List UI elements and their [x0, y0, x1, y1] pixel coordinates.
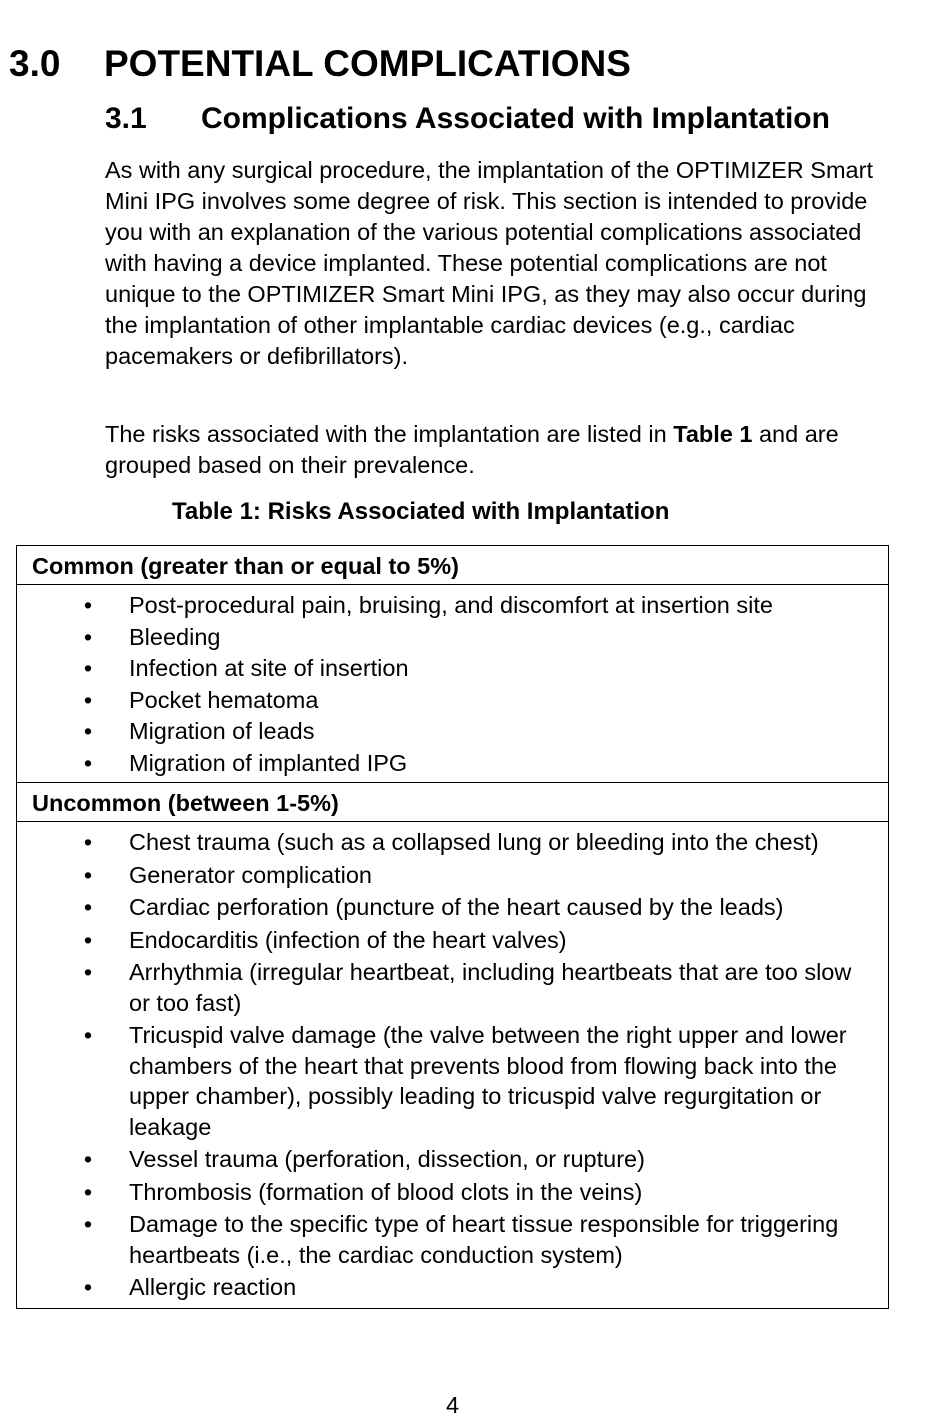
list-item: [17, 653, 888, 685]
bullet-icon: •: [83, 592, 93, 618]
list-item: [17, 748, 888, 780]
section-heading: [9, 40, 631, 88]
risk-text: Infection at site of insertion: [129, 655, 409, 681]
category-heading-uncommon: Uncommon (between 1-5%): [17, 783, 889, 822]
table-caption: Table 1: Risks Associated with Implantation: [172, 498, 670, 525]
risk-text: Generator complication: [129, 861, 372, 888]
risk-text: Migration of leads: [129, 718, 315, 744]
subsection-number: 3.1: [105, 102, 147, 135]
risk-text: Pocket hematoma: [129, 686, 319, 713]
bullet-icon: •: [83, 749, 93, 776]
paragraph-text-before: The risks associated with the implantation are listed in: [105, 421, 674, 447]
risk-text: Vessel trauma (perforation, dissection, or rupture): [129, 1146, 645, 1172]
list-item: [17, 716, 888, 748]
bullet-icon: •: [83, 1178, 93, 1205]
bullet-icon: •: [83, 894, 93, 920]
bullet-icon: •: [83, 1146, 93, 1172]
bullet-icon: •: [83, 1211, 93, 1237]
table-row: [17, 546, 889, 585]
bullet-icon: •: [83, 926, 93, 953]
bullet-icon: •: [83, 861, 93, 888]
bullet-icon: •: [83, 623, 93, 650]
table-reference: Table 1: [673, 421, 753, 447]
category-heading-common: Common (greater than or equal to 5%): [17, 546, 889, 585]
list-item: [17, 590, 888, 622]
table-row: [17, 585, 889, 783]
bullet-icon: •: [83, 686, 93, 713]
list-item: [17, 1144, 888, 1175]
common-risk-list: [17, 590, 888, 779]
risk-text: Migration of implanted IPG: [129, 749, 408, 776]
list-item: [17, 827, 888, 858]
table-row: [17, 822, 889, 1309]
bullet-icon: •: [83, 718, 93, 744]
intro-paragraph: As with any surgical procedure, the implantation of the OPTIMIZER Smart Mini IPG involves some degree of risk. This section is intended to provide you with an explanation of the various potential complications associated with having a device implanted. These potential complications are not unique to the OPTIMIZER Smart Mini IPG, as they may also occur during the implantation of other implantable cardiac devices (e.g., cardiac pacemakers or defibrillators).: [105, 157, 873, 369]
bullet-icon: •: [83, 1022, 93, 1048]
risk-text: Bleeding: [129, 623, 221, 650]
section-number: 3.0: [9, 43, 61, 84]
bullet-icon: •: [83, 829, 93, 855]
risk-text: Thrombosis (formation of blood clots in the veins): [129, 1178, 643, 1205]
risk-text: Arrhythmia (irregular heartbeat, including heartbeats that are too slow or too fast): [129, 959, 852, 1016]
list-item: [17, 860, 888, 891]
subsection-heading: [105, 99, 830, 139]
table-reference-paragraph: [105, 419, 895, 481]
risk-table: [16, 545, 889, 1309]
risk-text: Allergic reaction: [129, 1274, 297, 1300]
risk-text: Post-procedural pain, bruising, and discomfort at insertion site: [129, 592, 773, 618]
risk-text: Damage to the specific type of heart tissue responsible for triggering heartbeats (i.e., the cardiac conduction system): [129, 1211, 839, 1268]
page-number: 4: [445, 1392, 460, 1418]
table-row: [17, 783, 889, 822]
list-item: [17, 925, 888, 956]
subsection-title: Complications Associated with Implantation: [201, 102, 830, 135]
uncommon-risk-list: [17, 827, 888, 1303]
risk-text: Endocarditis (infection of the heart valves): [129, 926, 567, 953]
section-title: POTENTIAL COMPLICATIONS: [104, 43, 631, 84]
list-item: [17, 1209, 888, 1270]
bullet-icon: •: [83, 959, 93, 985]
risk-list-cell: [17, 585, 889, 783]
list-item: [17, 957, 888, 1018]
list-item: [17, 622, 888, 654]
list-item: [17, 1177, 888, 1208]
list-item: [17, 685, 888, 717]
risk-text: Tricuspid valve damage (the valve between the right upper and lower chambers of the heart that prevents blood from flowing back into the upper chamber), possibly leading to tricuspid valve regurgitation or leakage: [129, 1022, 847, 1140]
paragraph-text-after: and are grouped based on their prevalence.: [105, 421, 839, 478]
risk-text: Chest trauma (such as a collapsed lung or bleeding into the chest): [129, 829, 819, 855]
list-item: [17, 1020, 888, 1142]
risk-text: Cardiac perforation (puncture of the heart caused by the leads): [129, 894, 784, 920]
risk-list-cell: [17, 822, 889, 1309]
bullet-icon: •: [83, 655, 93, 681]
list-item: [17, 892, 888, 923]
bullet-icon: •: [83, 1274, 93, 1300]
list-item: [17, 1272, 888, 1303]
